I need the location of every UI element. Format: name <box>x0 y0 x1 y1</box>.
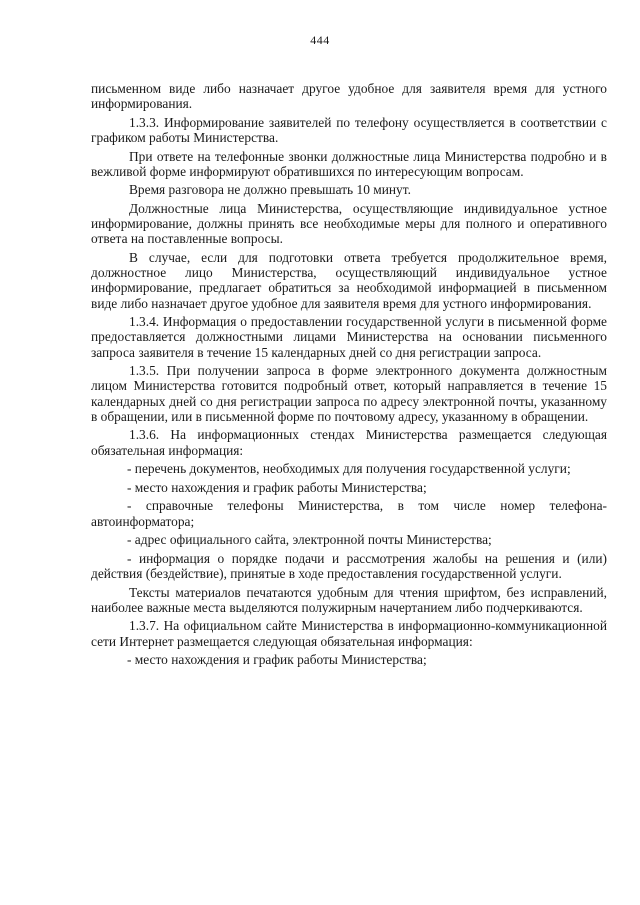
list-item-complaints: - информация о порядке подачи и рассмотрения жалобы на решения и (или) действия (бездействие), принятые в ходе предоставления государственной услуги. <box>91 550 607 581</box>
paragraph-1-3-7: 1.3.7. На официальном сайте Министерства в информационно-коммуникационной сети Интернет размещается следующая обязательная информация: <box>91 618 607 649</box>
list-item-documents: - перечень документов, необходимых для получения государственной услуги; <box>127 461 571 477</box>
paragraph-long-answer: В случае, если для подготовки ответа требуется продолжительное время, должностное лицо Министерства, осуществляющий индивидуальное устное информирование, предлагает обратиться за необходимой информацией в письменном виде либо назначает другое удобное для заявителя время для устного информирования. <box>91 249 607 311</box>
list-item-location: - место нахождения и график работы Министерства; <box>127 479 427 495</box>
paragraph-1-3-6: 1.3.6. На информационных стендах Министерства размещается следующая обязательная информация: <box>91 427 607 458</box>
paragraph-1-3-3: 1.3.3. Информирование заявителей по телефону осуществляется в соответствии с графиком работы Министерства. <box>91 114 607 145</box>
list-item-location-site: - место нахождения и график работы Министерства; <box>127 652 427 668</box>
list-item-phones: - справочные телефоны Министерства, в том числе номер телефона-автоинформатора; <box>91 498 607 529</box>
paragraph-phone-answer: При ответе на телефонные звонки должностные лица Министерства подробно и в вежливой форме информируют обратившихся по интересующим вопросам. <box>91 148 607 179</box>
paragraph-materials: Тексты материалов печатаются удобным для чтения шрифтом, без исправлений, наиболее важные места выделяются полужирным начертанием либо подчеркиваются. <box>91 584 607 615</box>
paragraph-1-3-4: 1.3.4. Информация о предоставлении государственной услуги в письменной форме предоставляется должностными лицами Министерства на основании письменного запроса заявителя в течение 15 календарных дней со дня регистрации запроса. <box>91 314 607 360</box>
paragraph-call-duration: Время разговора не должно превышать 10 минут. <box>129 182 411 198</box>
paragraph-1-3-5: 1.3.5. При получении запроса в форме электронного документа должностным лицом Министерства готовится подробный ответ, который направляется в течение 15 календарных дней со дня регистрации запроса по адресу электронной почты, указанному в обращении, или в письменной форме по почтовому адресу, указанному в обращении. <box>91 363 607 424</box>
document-body <box>91 81 607 671</box>
page-number: 444 <box>310 33 330 47</box>
list-item-website: - адрес официального сайта, электронной почты Министерства; <box>127 532 492 548</box>
paragraph-continuation: письменном виде либо назначает другое удобное для заявителя время для устного информирования. <box>91 81 607 112</box>
paragraph-officials: Должностные лица Министерства, осуществляющие индивидуальное устное информирование, должны принять все необходимые меры для полного и оперативного ответа на поставленные вопросы. <box>91 200 607 247</box>
